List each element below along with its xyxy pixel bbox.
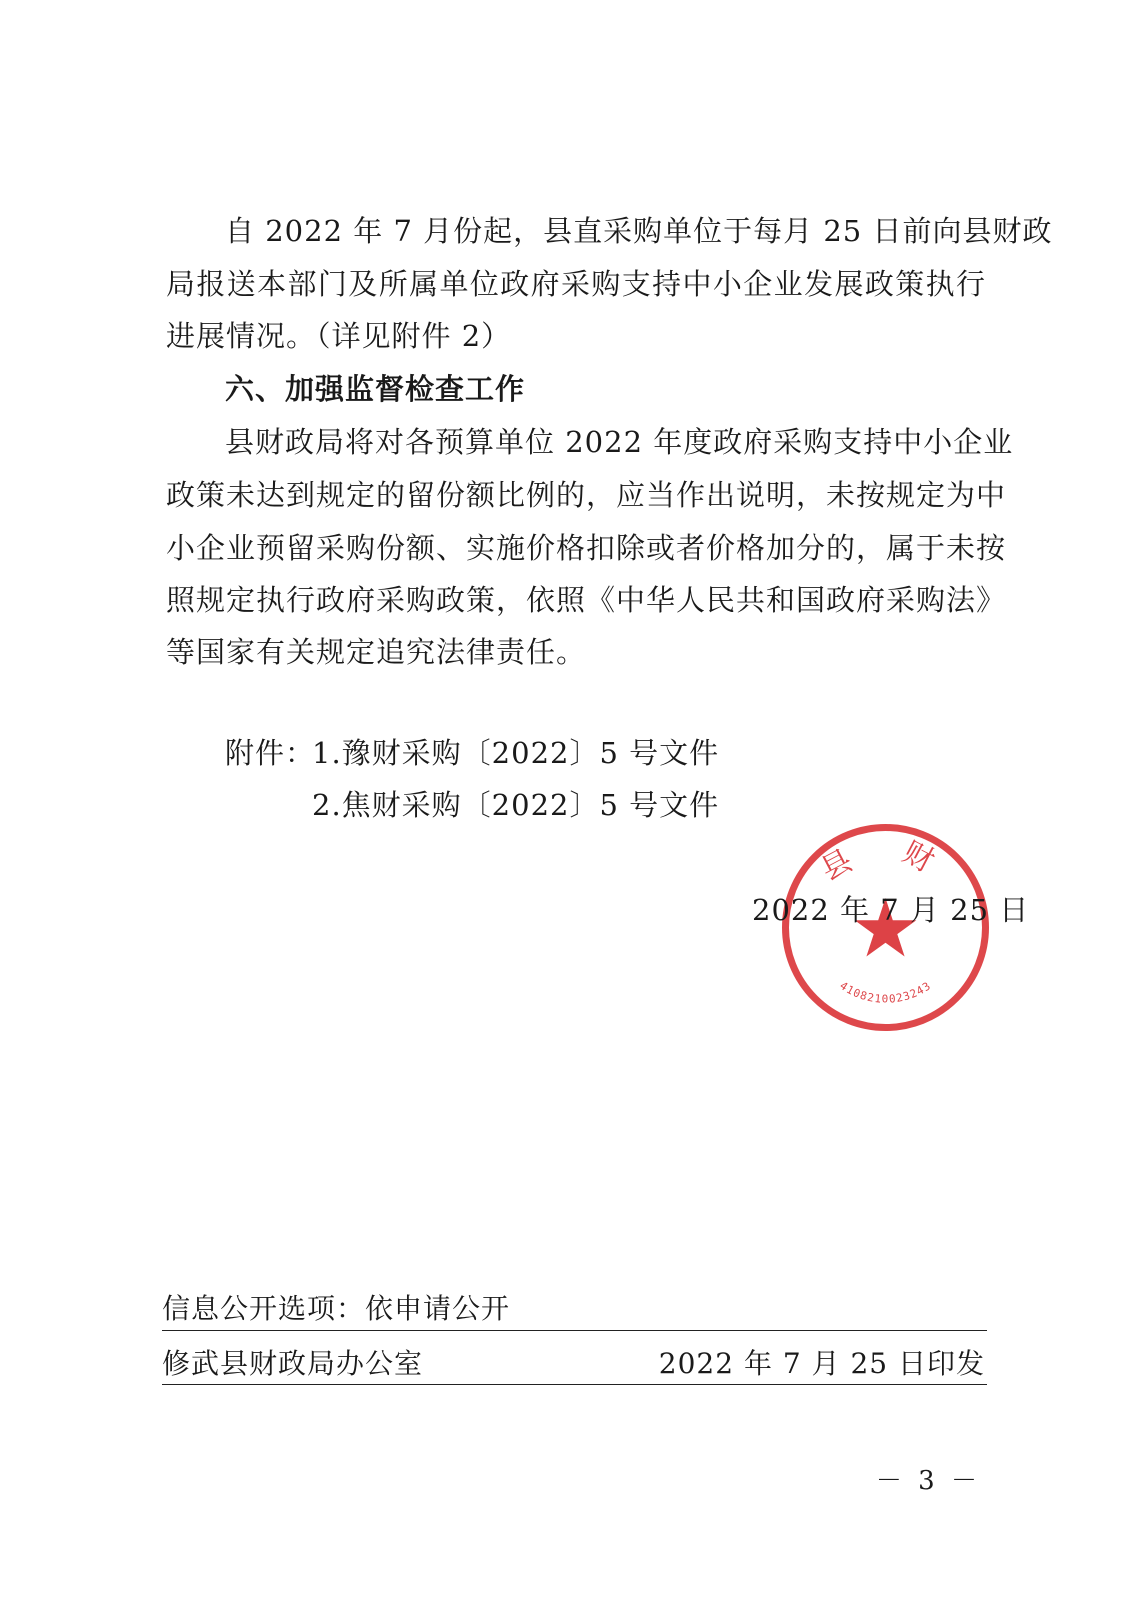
paragraph-line: 自 2022 年 7 月份起，县直采购单位于每月 25 日前向县财政 (225, 214, 1053, 248)
footer-divider (162, 1330, 987, 1331)
paragraph-line: 局报送本部门及所属单位政府采购支持中小企业发展政策执行 (166, 267, 986, 301)
paragraph-line: 县财政局将对各预算单位 2022 年度政府采购支持中小企业 (225, 425, 1014, 459)
seal-code: 4108210023243 (837, 979, 934, 1006)
issuing-office: 修武县财政局办公室 (162, 1347, 424, 1380)
seal-top-text: 县 财 (815, 833, 956, 889)
paragraph-line: 政策未达到规定的留份额比例的，应当作出说明，未按规定为中 (166, 478, 1007, 512)
paragraph-line: 小企业预留采购份额、实施价格扣除或者价格加分的，属于未按 (166, 531, 1007, 565)
paragraph-line: 照规定执行政府采购政策，依照《中华人民共和国政府采购法》 (166, 583, 1007, 617)
attachment-item: 1.豫财采购〔2022〕5 号文件 (312, 736, 720, 770)
paragraph-line: 进展情况。（详见附件 2） (166, 319, 512, 353)
disclosure-option: 信息公开选项：依申请公开 (162, 1292, 511, 1325)
footer-divider (162, 1384, 987, 1385)
page-number: － 3 － (875, 1466, 981, 1496)
svg-text:4108210023243 (837, 979, 933, 1006)
attachments-label: 附件： (225, 736, 316, 770)
attachment-item: 2.焦财采购〔2022〕5 号文件 (312, 788, 720, 822)
section-heading: 六、加强监督检查工作 (225, 372, 526, 406)
paragraph-line: 等国家有关规定追究法律责任。 (166, 635, 587, 669)
signature-date: 2022 年 7 月 25 日 (752, 893, 1030, 927)
issue-date: 2022 年 7 月 25 日印发 (658, 1347, 985, 1380)
